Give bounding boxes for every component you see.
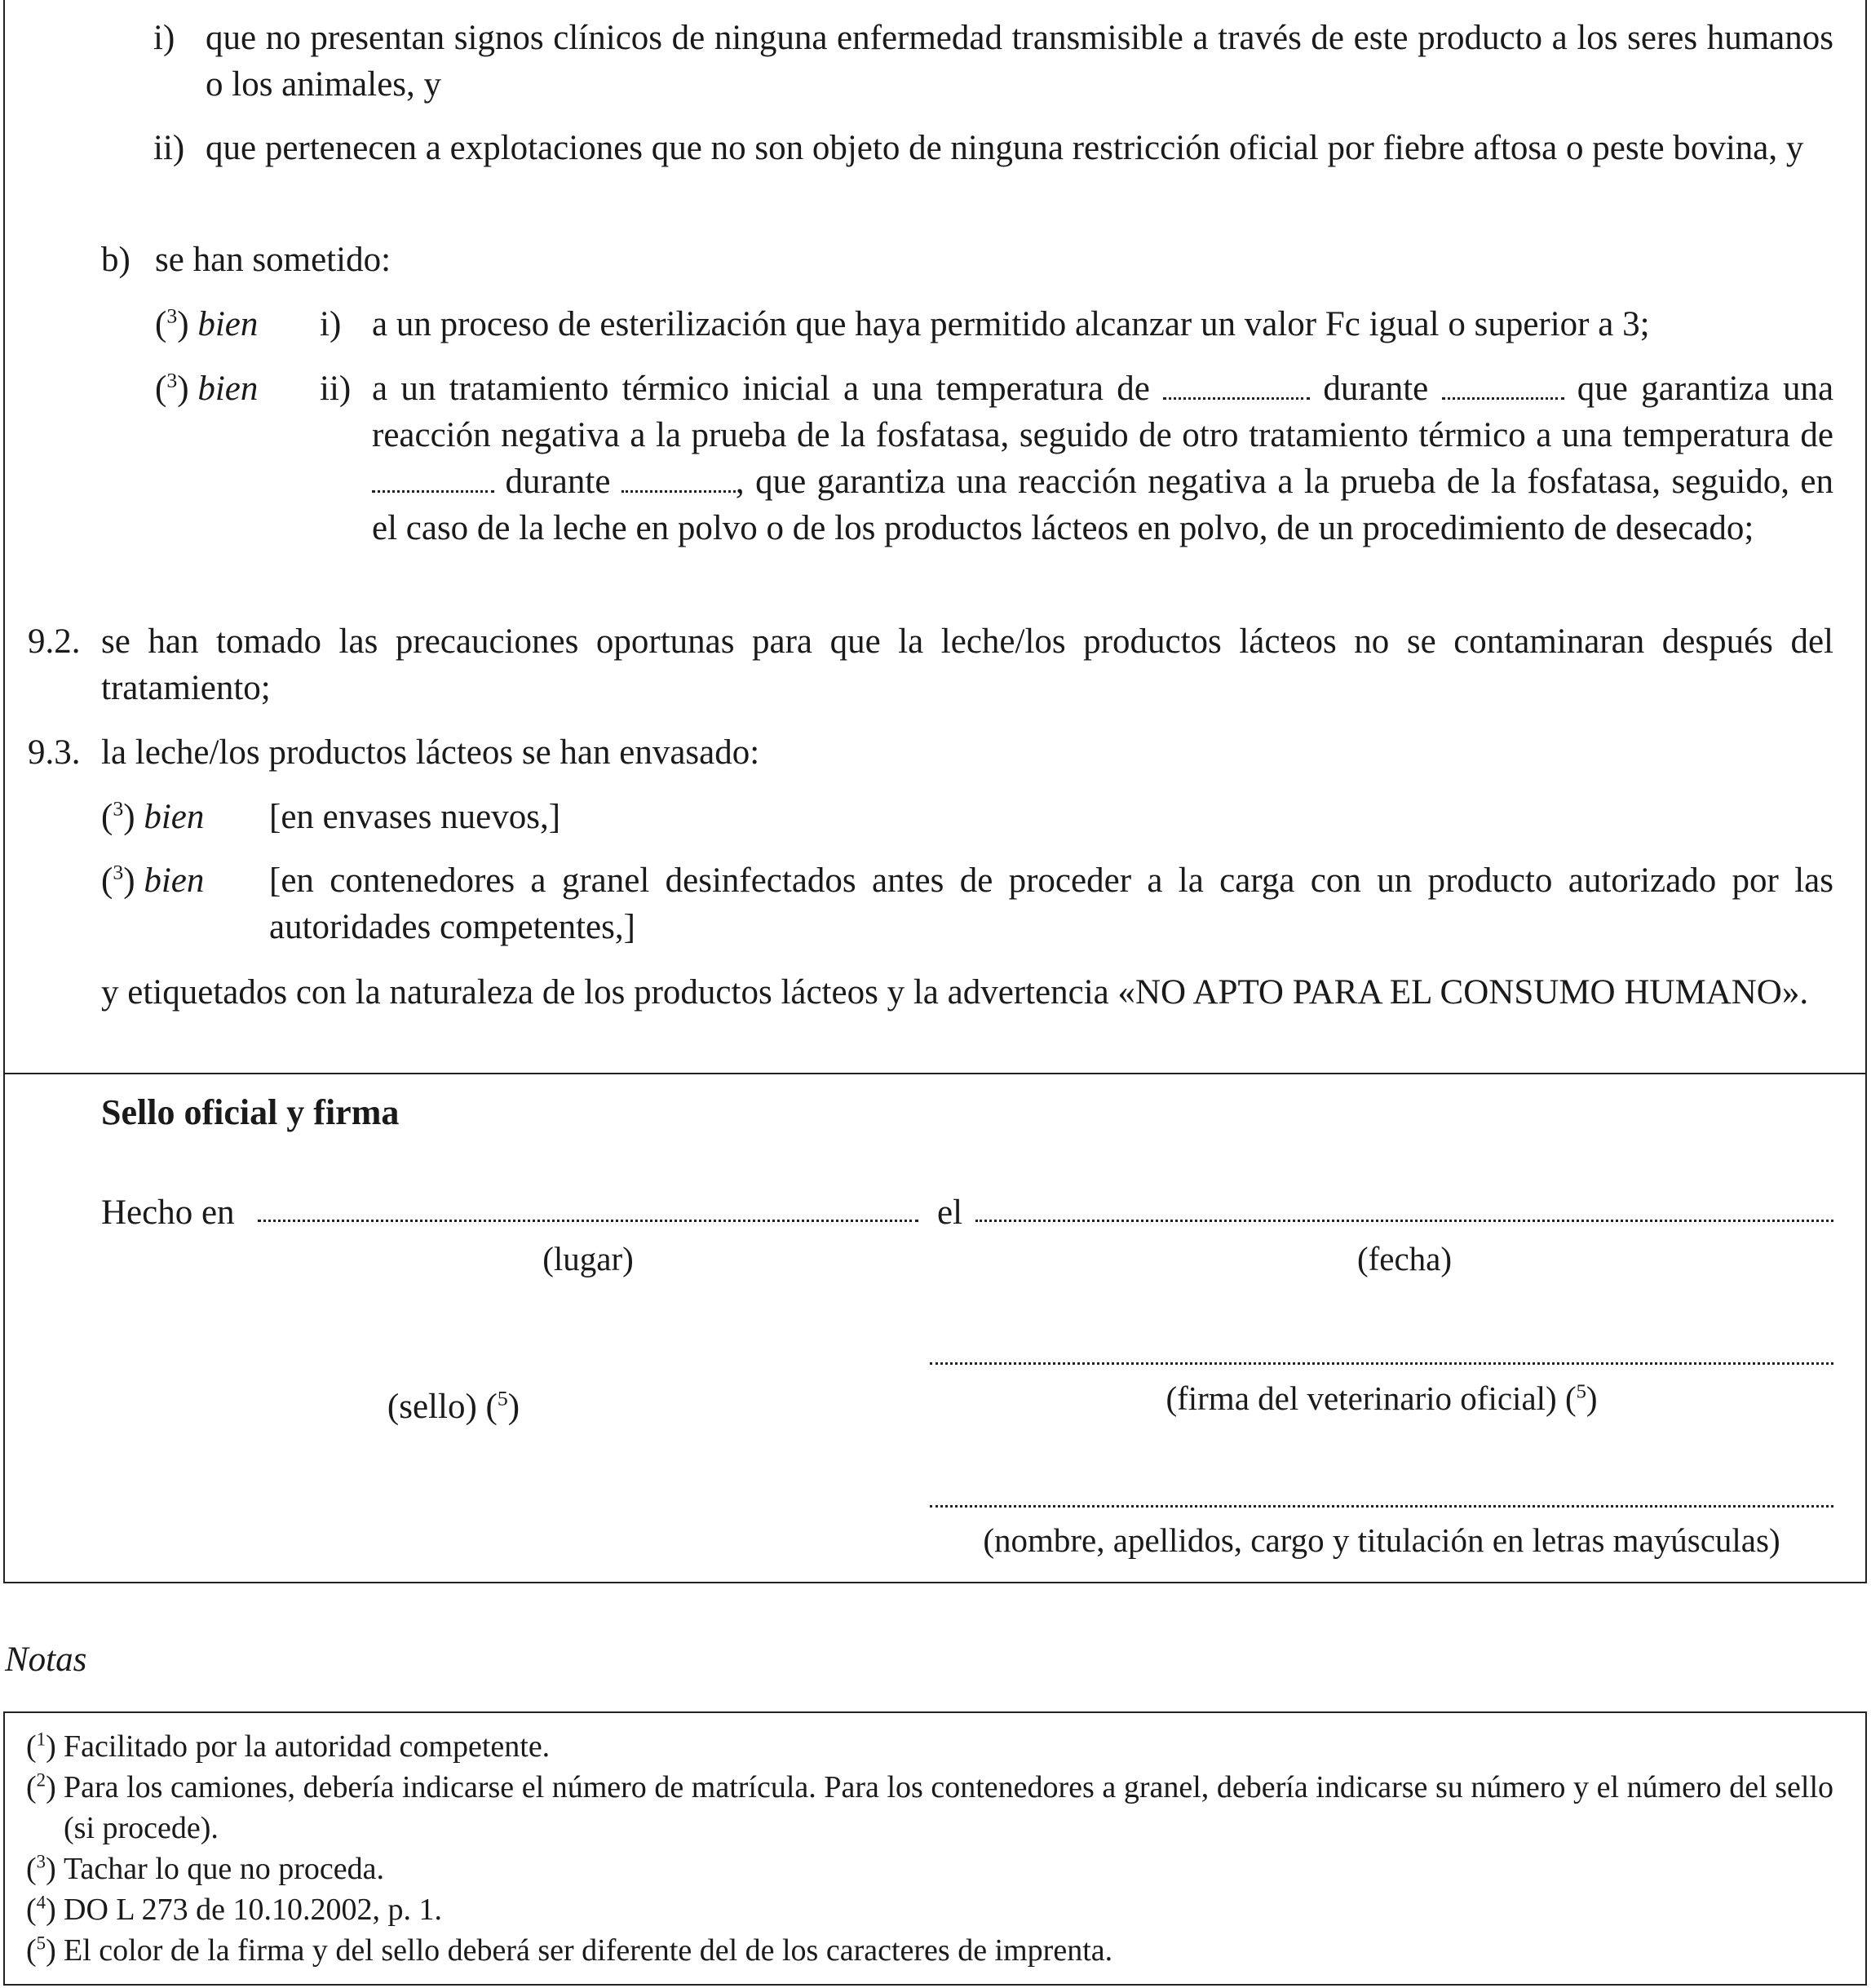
place-field[interactable] xyxy=(258,1220,918,1222)
notes-title: Notas xyxy=(5,1640,87,1679)
pack-option-1-text: [en envases nuevos,] xyxy=(269,798,561,836)
duration-blank-1[interactable] xyxy=(1442,387,1564,400)
item-9-3-text: la leche/los productos lácteos se han envasado: xyxy=(101,733,760,772)
b-option-2-part-4: durante xyxy=(505,463,611,501)
note-2 xyxy=(26,1767,1833,1849)
pack-option-2-text: [en contenedores a granel desinfectados antes de proceder a la carga con un producto autorizado por las autoridades competentes,] xyxy=(269,861,1833,946)
b-option-2-part-2: durante xyxy=(1323,370,1429,408)
item-9-3-number: 9.3. xyxy=(28,733,81,772)
labelling-text: y etiquetados con la naturaleza de los productos lácteos y la advertencia «NO APTO PARA EL CONSUMO HUMANO». xyxy=(101,973,1809,1012)
stamp-caption: (sello) xyxy=(387,1388,477,1426)
pack-option-1-word: bien xyxy=(144,798,205,836)
note-4-number: ($^4$) xyxy=(26,1892,56,1927)
item-9-2-number: 9.2. xyxy=(28,622,81,661)
place-caption: (lugar) xyxy=(542,1240,634,1277)
notes-box xyxy=(3,1711,1867,1986)
stamp-caption-block: (sello) ($^5$) xyxy=(387,1386,520,1426)
b-option-1-number: i) xyxy=(320,305,342,343)
duration-blank-2[interactable] xyxy=(621,480,736,493)
date-caption: (fecha) xyxy=(1356,1240,1453,1277)
b-option-2-word: bien xyxy=(197,370,259,408)
b-option-1-ref: ($^3$) bien xyxy=(155,303,259,343)
certificate-box xyxy=(3,0,1867,1583)
vet-signature-field[interactable] xyxy=(930,1362,1833,1365)
date-on-label: el xyxy=(937,1193,963,1232)
b-option-2-ref: ($^3$) bien xyxy=(155,368,259,408)
item-b-number: b) xyxy=(101,241,130,279)
signature-heading: Sello oficial y firma xyxy=(101,1092,400,1132)
note-3-text: Tachar lo que no proceda. xyxy=(64,1852,384,1886)
note-4-text: DO L 273 de 10.10.2002, p. 1. xyxy=(64,1893,443,1927)
done-in-label: Hecho en xyxy=(101,1193,235,1232)
b-option-2-text xyxy=(372,365,1833,551)
section-divider xyxy=(5,1073,1865,1074)
b-option-1-word: bien xyxy=(197,305,259,343)
b-option-2-part-5: , que garantiza una reacción negativa a la prueba de la fosfatasa, seguido, en el caso de la leche en polvo o de los productos lácteos en polvo, de un procedimiento de desecado; xyxy=(372,463,1834,547)
note-2-text: Para los camiones, debería indicarse el número de matrícula. Para los contenedores a granel, debería indicarse su número y el número del sello (si procede). xyxy=(64,1770,1833,1845)
note-1-text: Facilitado por la autoridad competente. xyxy=(64,1729,551,1764)
note-5-number: ($^5$) xyxy=(26,1933,56,1968)
pack-option-2-ref: ($^3$) bien xyxy=(101,860,205,900)
b-option-2-part-1: a un tratamiento térmico inicial a una temperatura de xyxy=(372,370,1150,408)
date-field[interactable] xyxy=(975,1220,1833,1222)
temperature-blank-1[interactable] xyxy=(1163,387,1310,400)
item-i-text: que no presentan signos clínicos de ninguna enfermedad transmisible a través de este producto a los seres humanos o los animales, y xyxy=(206,19,1833,104)
b-option-2-part-3: que garantiza una reacción negativa a la prueba de la fosfatasa, seguido de otro tratamiento térmico a una temperatura de xyxy=(372,370,1834,454)
pack-option-2-word: bien xyxy=(144,861,205,900)
note-2-number: ($^2$) xyxy=(26,1769,56,1804)
name-field[interactable] xyxy=(930,1505,1833,1508)
vet-caption-block: (firma del veterinario oficial) ($^5$) xyxy=(1166,1379,1598,1417)
vet-caption: (firma del veterinario oficial) xyxy=(1166,1379,1557,1417)
item-ii-text: que pertenecen a explotaciones que no son objeto de ninguna restricción oficial por fiebre aftosa o peste bovina, y xyxy=(206,129,1804,167)
name-caption: (nombre, apellidos, cargo y titulación en letras mayúsculas) xyxy=(983,1521,1780,1559)
temperature-blank-2[interactable] xyxy=(372,480,494,493)
item-9-2-text: se han tomado las precauciones oportunas para que la leche/los productos lácteos no se contaminaran después del tratamiento; xyxy=(101,622,1833,707)
note-5-text: El color de la firma y del sello deberá ser diferente del de los caracteres de imprenta. xyxy=(64,1933,1113,1968)
item-b-text: se han sometido: xyxy=(155,241,391,279)
note-1-number: ($^1$) xyxy=(26,1729,56,1764)
b-option-2-number: ii) xyxy=(320,370,352,408)
b-option-1-text: a un proceso de esterilización que haya permitido alcanzar un valor Fc igual o superior a 3; xyxy=(372,305,1650,343)
item-ii-number: ii) xyxy=(153,129,185,167)
item-i-number: i) xyxy=(153,19,175,57)
note-3-number: ($^3$) xyxy=(26,1851,56,1886)
pack-option-1-ref: ($^3$) bien xyxy=(101,796,205,836)
